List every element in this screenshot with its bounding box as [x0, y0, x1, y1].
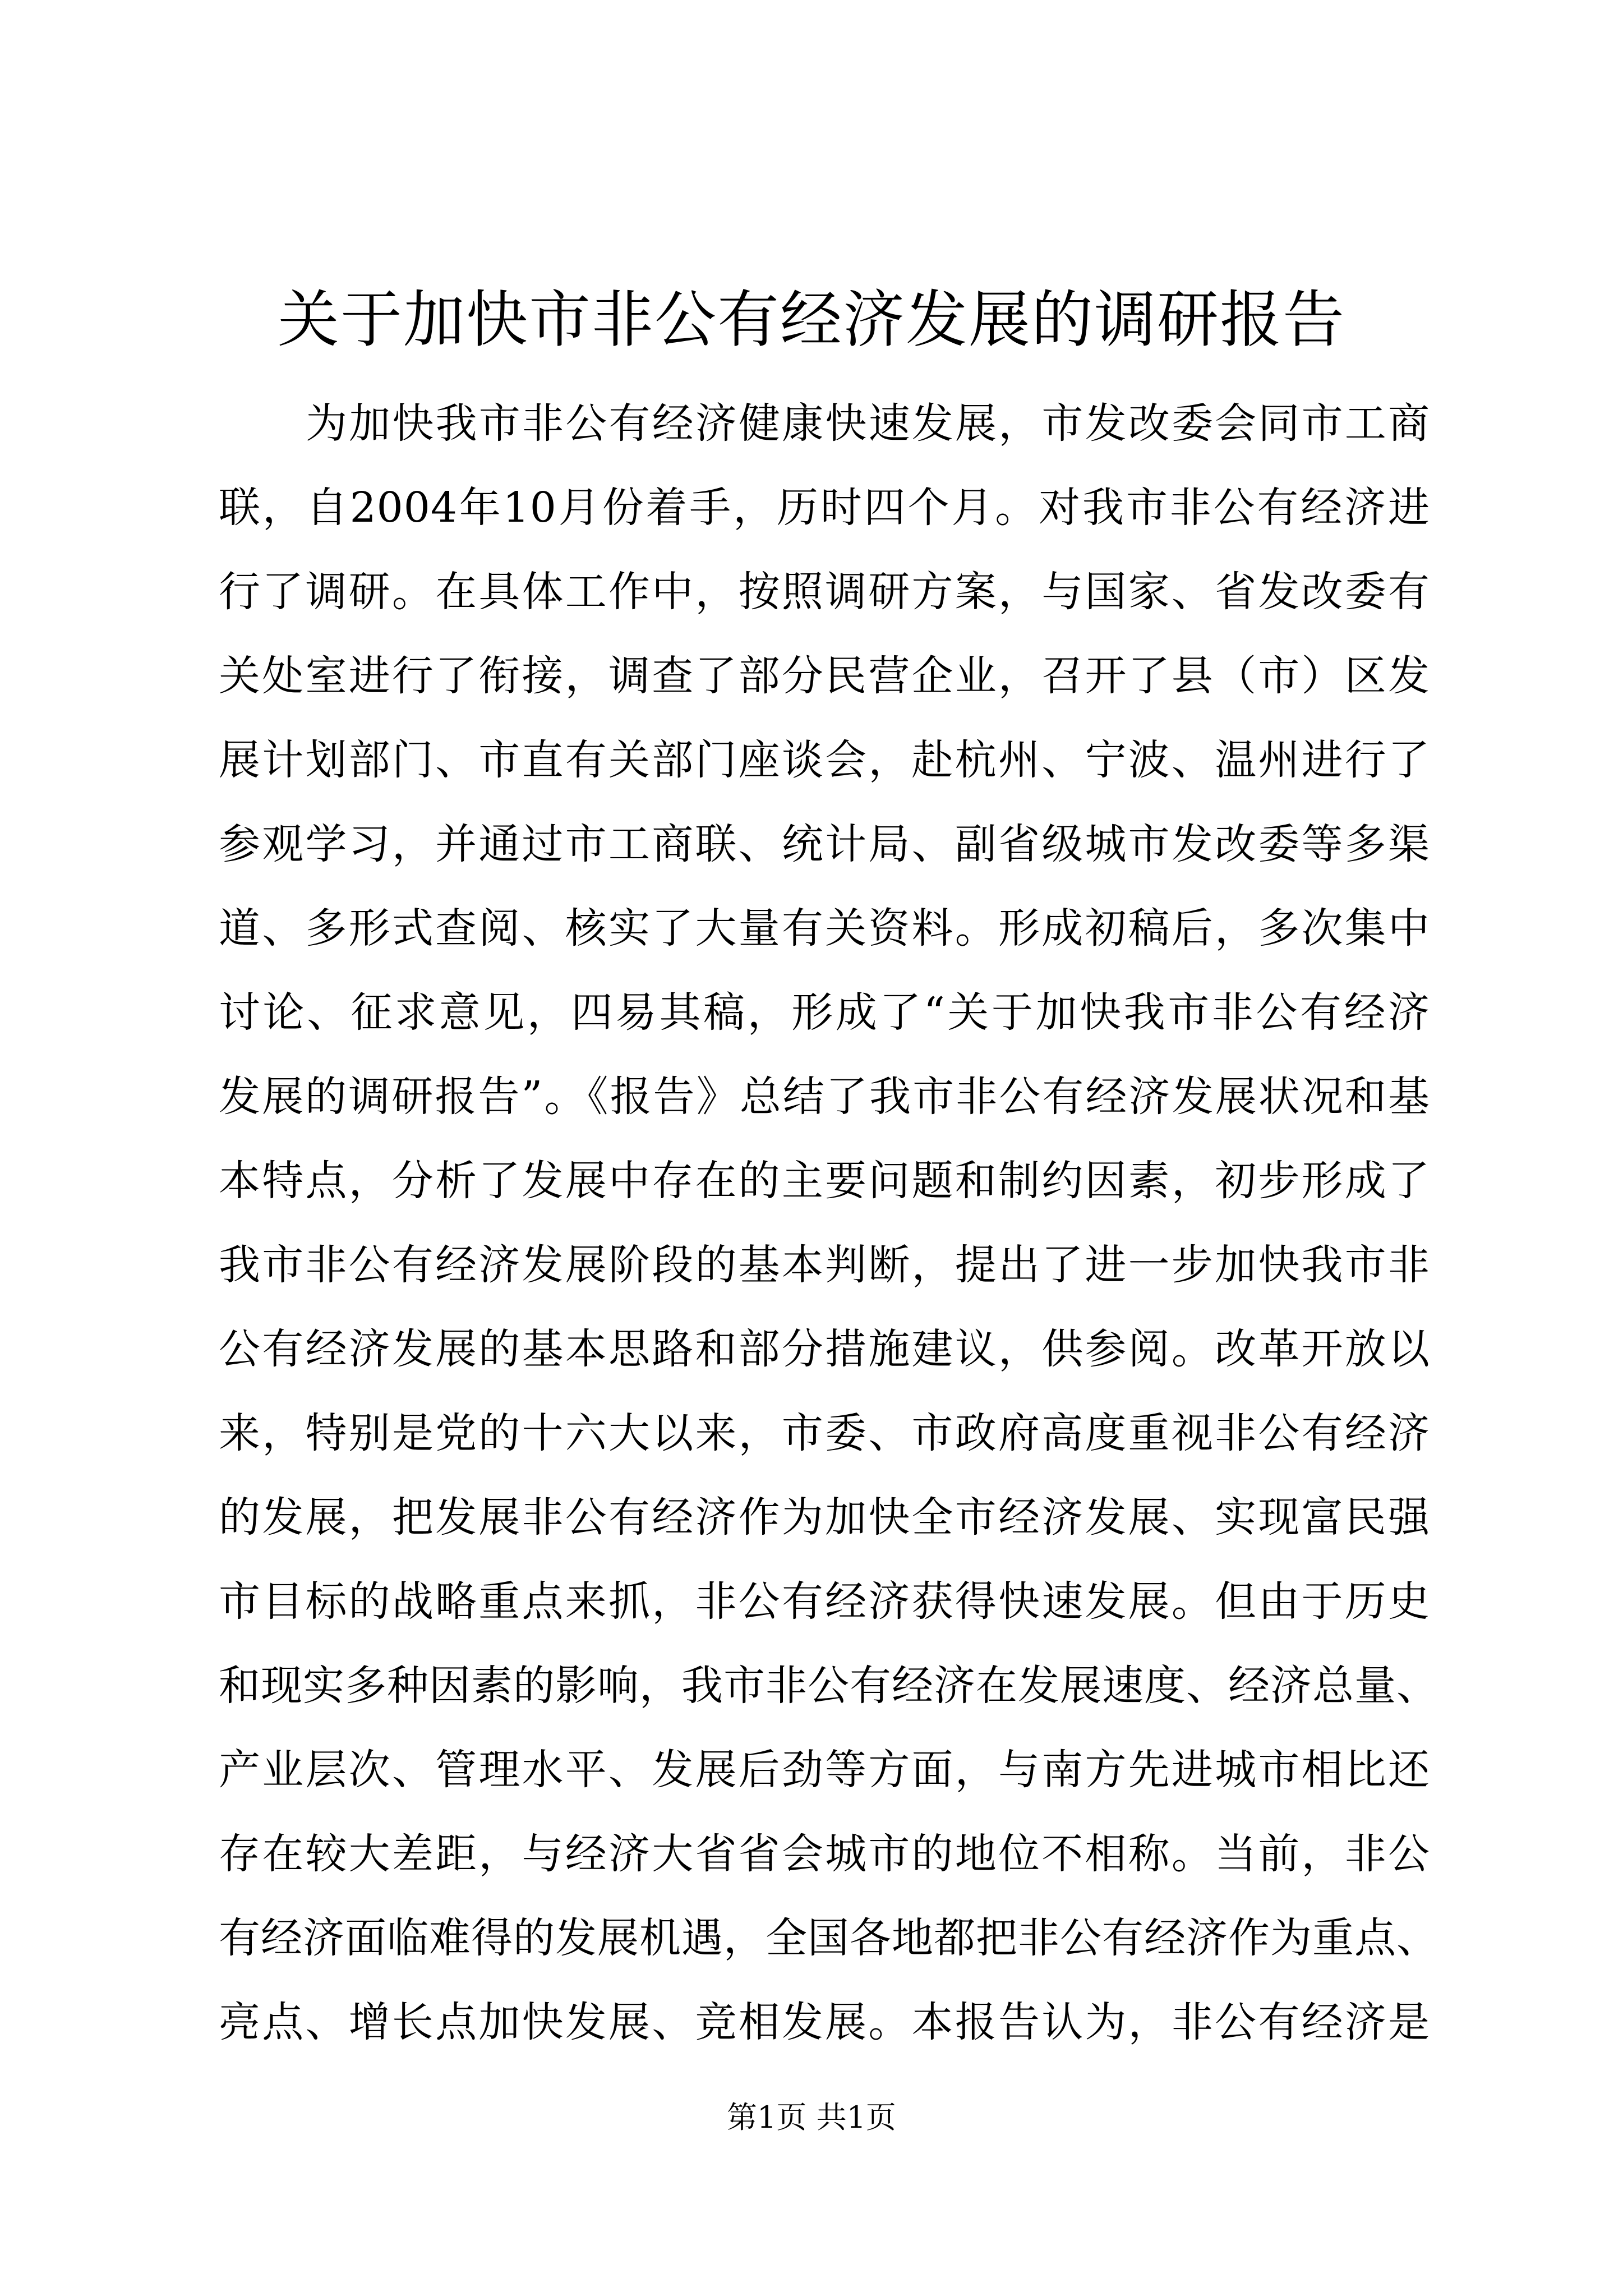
body-line: 有经济面临难得的发展机遇，全国各地都把非公有经济作为重点、: [219, 1914, 1438, 1962]
document-title: 关于加快市非公有经济发展的调研报告: [278, 284, 1345, 356]
body-line: 公有经济发展的基本思路和部分措施建议，供参阅。改革开放以: [219, 1325, 1430, 1373]
body-line: 展计划部门、市直有关部门座谈会，赴杭州、宁波、温州进行了: [219, 736, 1430, 784]
body-line: 联，自2004年10月份着手，历时四个月。对我市非公有经济进: [219, 484, 1430, 532]
document-body: [219, 381, 1438, 2064]
body-line: 我市非公有经济发展阶段的基本判断，提出了进一步加快我市非: [219, 1241, 1430, 1289]
body-line: 本特点，分析了发展中存在的主要问题和制约因素，初步形成了: [219, 1157, 1430, 1205]
body-line: 市目标的战略重点来抓，非公有经济获得快速发展。但由于历史: [219, 1577, 1430, 1626]
page-footer: 第1页 共1页: [727, 2100, 896, 2135]
body-line: 行了调研。在具体工作中，按照调研方案，与国家、省发改委有: [219, 568, 1430, 616]
body-line: 道、多形式查阅、核实了大量有关资料。形成初稿后，多次集中: [219, 904, 1430, 953]
body-line: 发展的调研报告”。《报告》总结了我市非公有经济发展状况和基: [219, 1073, 1430, 1121]
body-line: 亮点、增长点加快发展、竞相发展。本报告认为，非公有经济是: [219, 1998, 1430, 2046]
body-line: 讨论、征求意见，四易其稿，形成了“关于加快我市非公有经济: [219, 988, 1430, 1037]
body-line: 来，特别是党的十六大以来，市委、市政府高度重视非公有经济: [219, 1409, 1430, 1457]
body-line: 和现实多种因素的影响，我市非公有经济在发展速度、经济总量、: [219, 1662, 1438, 1710]
body-line: 关处室进行了衔接，调查了部分民营企业，召开了县（市）区发: [219, 652, 1430, 700]
body-line: 的发展，把发展非公有经济作为加快全市经济发展、实现富民强: [219, 1493, 1430, 1542]
body-line: 为加快我市非公有经济健康快速发展，市发改委会同市工商: [306, 399, 1430, 448]
body-line: 产业层次、管理水平、发展后劲等方面，与南方先进城市相比还: [219, 1746, 1430, 1794]
body-line: 参观学习，并通过市工商联、统计局、副省级城市发改委等多渠: [219, 820, 1430, 868]
body-line: 存在较大差距，与经济大省省会城市的地位不相称。当前，非公: [219, 1830, 1430, 1878]
